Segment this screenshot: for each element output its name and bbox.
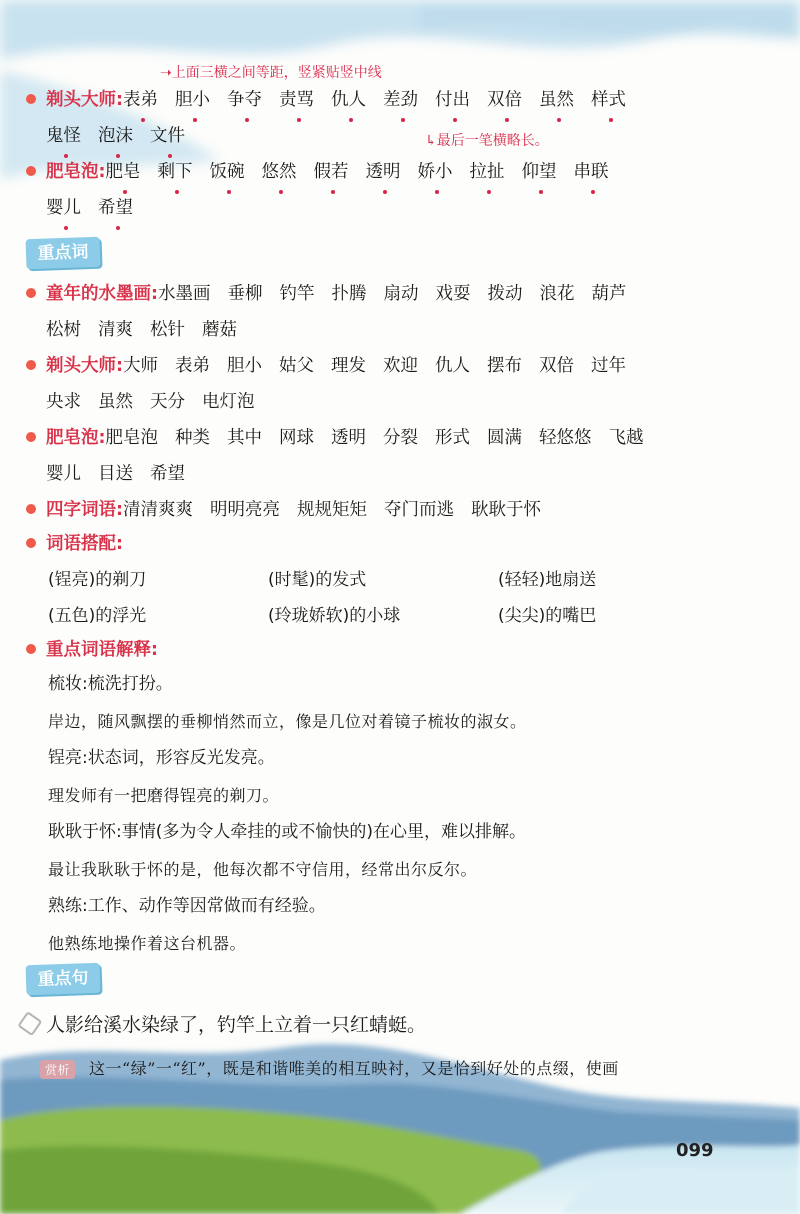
collocation-item: (时髦)的发式 — [268, 570, 367, 590]
word-item: 夺门而逃 — [384, 500, 454, 520]
word-item: 浪花 — [539, 284, 575, 304]
word-item: 目送 — [98, 464, 133, 484]
word-item: 虽然 — [98, 392, 133, 412]
word-item: 泡沫 — [98, 118, 133, 154]
word-item: 样式 — [591, 82, 626, 118]
word-item: 串联 — [574, 154, 609, 190]
key-sentence-badge: 重点句 — [25, 963, 100, 996]
arrow-icon: ↳ — [425, 133, 437, 149]
word-item: 希望 — [98, 190, 133, 226]
word-item: 大师 — [123, 356, 158, 376]
word-item: 鬼怪 — [46, 118, 81, 154]
word-item: 分裂 — [383, 428, 418, 448]
key-words-section — [26, 276, 786, 528]
word-item: 清清爽爽 — [123, 500, 193, 520]
arrow-icon: ➝ — [160, 65, 172, 81]
word-item: 耿耿于怀 — [471, 500, 541, 520]
word-group-row — [26, 190, 786, 226]
word-item: 肥皂泡 — [105, 428, 158, 448]
word-item: 表弟 — [123, 82, 158, 118]
word-item: 网球 — [279, 428, 314, 448]
word-item: 表弟 — [175, 356, 210, 376]
word-group-label: 童年的水墨画: — [46, 284, 158, 304]
word-item: 轻悠悠 — [539, 428, 592, 448]
explanation-list — [48, 666, 768, 962]
word-definition: 耿耿于怀:事情(多为令人牵挂的或不愉快的)在心里，难以排解。 — [48, 822, 526, 842]
word-group-row — [26, 154, 786, 190]
word-item: 责骂 — [279, 82, 314, 118]
word-item: 虽然 — [539, 82, 574, 118]
word-item: 胆小 — [227, 356, 262, 376]
word-item: 透明 — [366, 154, 401, 190]
word-item: 拉扯 — [470, 154, 505, 190]
word-group-label: 剃头大师: — [46, 356, 123, 376]
word-item: 差劲 — [383, 82, 418, 118]
word-item: 垂柳 — [227, 284, 263, 304]
key-words-badge: 重点词 — [25, 237, 100, 270]
word-item: 仰望 — [522, 154, 557, 190]
word-item: 姑父 — [279, 356, 314, 376]
bullet-icon — [26, 288, 36, 298]
word-item: 钓竿 — [279, 284, 315, 304]
word-group-row — [26, 118, 786, 154]
word-item: 胆小 — [175, 82, 210, 118]
bullet-icon — [26, 94, 36, 104]
word-group-row — [26, 312, 786, 348]
word-item: 规规矩矩 — [297, 500, 367, 520]
example-sentence: 他熟练地操作着这台机器。 — [48, 934, 247, 953]
word-item: 清爽 — [98, 320, 133, 340]
word-item: 仇人 — [331, 82, 366, 118]
word-item: 央求 — [46, 392, 81, 412]
word-group-row — [26, 456, 786, 492]
comment-tag: 赏析 — [40, 1060, 75, 1079]
word-item: 蘑菇 — [202, 320, 237, 340]
word-item: 种类 — [175, 428, 210, 448]
word-item: 扇动 — [383, 284, 419, 304]
word-item: 明明亮亮 — [210, 500, 280, 520]
bullet-icon — [26, 432, 36, 442]
bullet-icon — [26, 538, 36, 548]
writing-words-section — [26, 82, 786, 226]
collocation-item: (五色)的浮光 — [48, 606, 147, 626]
key-sentence: 人影给溪水染绿了，钓竿上立着一只红蜻蜓。 — [22, 1010, 426, 1037]
word-group-label: 肥皂泡: — [46, 162, 106, 182]
collocation-heading: 词语搭配: — [26, 526, 786, 562]
word-item: 争夺 — [227, 82, 262, 118]
word-item: 透明 — [331, 428, 366, 448]
word-definition: 锃亮:状态词，形容反光发亮。 — [48, 748, 275, 768]
word-item: 文件 — [150, 118, 185, 154]
collocation-row — [48, 598, 768, 634]
handwriting-note-top: ➝上面三横之间等距，竖紧贴竖中线 — [160, 65, 382, 81]
word-group-row — [26, 420, 786, 456]
word-group-row — [26, 492, 786, 528]
word-item: 理发 — [331, 356, 366, 376]
word-group-row — [26, 82, 786, 118]
word-item: 假若 — [314, 154, 349, 190]
explanation-heading: 重点词语解释: — [26, 632, 786, 668]
word-item: 剩下 — [158, 154, 193, 190]
word-group-label: 剃头大师: — [46, 90, 123, 110]
word-item: 双倍 — [539, 356, 574, 376]
handwriting-note-right: ↳最后一笔横略长。 — [425, 133, 549, 149]
word-item: 付出 — [435, 82, 470, 118]
collocation-row — [48, 562, 768, 598]
word-item: 悠然 — [262, 154, 297, 190]
example-sentence: 理发师有一把磨得锃亮的剃刀。 — [48, 786, 280, 805]
word-item: 戏耍 — [435, 284, 471, 304]
word-item: 拨动 — [487, 284, 523, 304]
word-item: 饭碗 — [210, 154, 245, 190]
word-item: 松树 — [46, 320, 81, 340]
collocation-item: (尖尖)的嘴巴 — [498, 606, 597, 626]
collocation-item: (锃亮)的剃刀 — [48, 570, 147, 590]
word-group-row — [26, 348, 786, 384]
word-item: 双倍 — [487, 82, 522, 118]
word-item: 肥皂 — [106, 154, 141, 190]
word-group-row — [26, 384, 786, 420]
word-item: 扑腾 — [331, 284, 367, 304]
word-item: 婴儿 — [46, 464, 81, 484]
word-item: 圆满 — [487, 428, 522, 448]
bullet-icon — [26, 644, 36, 654]
word-item: 希望 — [150, 464, 185, 484]
word-definition: 梳妆:梳洗打扮。 — [48, 674, 173, 694]
example-sentence: 岸边，随风飘摆的垂柳悄然而立，像是几位对着镜子梳妆的淑女。 — [48, 712, 527, 731]
word-item: 仇人 — [435, 356, 470, 376]
sentence-comment: 赏析 这一“绿”一“红”，既是和谐唯美的相互映衬，又是恰到好处的点缀，使画 — [40, 1056, 619, 1079]
collocation-item: (玲珑娇软)的小球 — [268, 606, 401, 626]
page-number: 099 — [676, 1140, 714, 1161]
bullet-icon — [26, 166, 36, 176]
bullet-icon — [26, 360, 36, 370]
collocation-table — [48, 562, 768, 634]
word-group-label: 四字词语: — [46, 500, 123, 520]
word-item: 葫芦 — [591, 284, 627, 304]
word-item: 电灯泡 — [202, 392, 255, 412]
word-definition: 熟练:工作、动作等因常做而有经验。 — [48, 896, 326, 916]
word-item: 摆布 — [487, 356, 522, 376]
word-item: 形式 — [435, 428, 470, 448]
word-item: 娇小 — [418, 154, 453, 190]
word-group-row — [26, 276, 786, 312]
collocation-item: (轻轻)地扇送 — [498, 570, 597, 590]
bullet-icon — [26, 504, 36, 514]
word-item: 飞越 — [608, 428, 644, 448]
word-item: 松针 — [150, 320, 185, 340]
word-item: 婴儿 — [46, 190, 81, 226]
word-item: 天分 — [150, 392, 185, 412]
word-item: 过年 — [591, 356, 626, 376]
example-sentence: 最让我耿耿于怀的是，他每次都不守信用，经常出尔反尔。 — [48, 860, 478, 879]
word-item: 欢迎 — [383, 356, 418, 376]
pencil-icon — [17, 1011, 42, 1036]
word-item: 其中 — [227, 428, 262, 448]
word-group-label: 肥皂泡: — [46, 428, 106, 448]
word-item: 水墨画 — [158, 284, 211, 304]
